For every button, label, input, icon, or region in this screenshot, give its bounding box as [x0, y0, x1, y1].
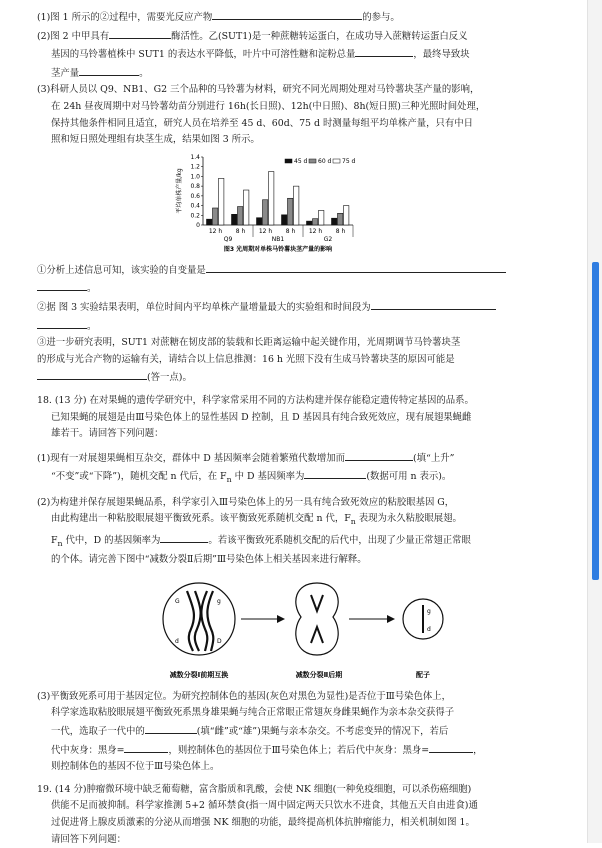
bar: [219, 178, 224, 225]
answer-blank[interactable]: [124, 741, 168, 753]
bar: [232, 214, 237, 225]
q19-line1: 19. (14 分)肿瘤微环境中缺乏葡萄糖，富含脂质和乳酸，会使 NK 细胞(一种免疫细胞，可以杀伤癌细胞): [37, 783, 472, 795]
bar: [244, 190, 249, 225]
x-tick-label: 12 h: [258, 227, 273, 235]
q17-part3-line3: 保持其他条件相同且适宜，研究人员在培养至 45 d、60d、75 d 时测量每组平均单株产量，只有中日: [51, 117, 473, 129]
answer-blank[interactable]: [145, 722, 197, 734]
group-label: NB1: [271, 235, 285, 243]
q17-part3-line1: (3)科研人员以 Q9、NB1、G2 三个品种的马铃薯为材料，研究不同光周期处理对马铃薯块茎产量的影响，: [37, 84, 480, 96]
legend-swatch: [333, 159, 340, 163]
bar: [307, 221, 312, 225]
answer-blank[interactable]: [355, 45, 413, 57]
x-tick-label: 12 h: [308, 227, 323, 235]
q17-sub2: ②据 图 3 实验结果表明，单位时间内平均单株产量增量最大的实验组和时间段为: [37, 298, 567, 317]
group-label: G2: [323, 235, 333, 243]
bar: [344, 205, 349, 224]
answer-blank[interactable]: [212, 8, 362, 20]
q18-part2: (2)为构建并保存展翅果蝇品系，科学家引入Ⅲ号染色体上的另一具有纯合致死效应的粘胶眼基因 G，: [37, 496, 455, 508]
x-tick-label: 8 h: [335, 227, 346, 235]
answer-blank[interactable]: [37, 368, 147, 380]
q18-intro-3: 雄若干。请回答下列问题：: [51, 428, 164, 440]
chromosome: [201, 591, 207, 651]
answer-blank[interactable]: [371, 298, 496, 310]
legend-label: 75 d: [342, 157, 356, 165]
answer-blank[interactable]: [429, 741, 473, 753]
bar: [332, 218, 337, 225]
cell-anaphase-ii: [296, 583, 338, 655]
legend-swatch: [285, 159, 292, 163]
q17-sub1-cont: 。: [37, 279, 567, 298]
legend-swatch: [309, 159, 316, 163]
legend-label: 60 d: [318, 157, 332, 165]
answer-blank[interactable]: [79, 64, 139, 76]
chromosome: [311, 595, 323, 611]
fig-label-gamete: 配子: [416, 670, 430, 679]
q18-part3: (3)平衡致死系可用于基因定位。为研究控制体色的基因(灰色对黑色为显性)是否位于Ⅲ号染色体上，: [37, 690, 452, 702]
y-tick-label: 1.0: [190, 173, 200, 181]
arrow-head: [387, 615, 395, 623]
bar: [313, 218, 318, 224]
x-tick-label: 8 h: [285, 227, 296, 235]
y-tick-label: 1.2: [190, 163, 200, 171]
answer-blank[interactable]: [37, 279, 87, 291]
q18-intro-2: 已知果蝇的展翅是由Ⅲ号染色体上的显性基因 D 控制，且 D 基因具有纯合致死效应，现有展翅果蝇雌: [51, 411, 472, 423]
y-tick-label: 0: [196, 221, 200, 229]
q17-sub2-cont: 。: [37, 317, 567, 336]
bar: [213, 208, 218, 225]
q19-line3: 过促进肾上腺皮质激素的分泌从而增强 NK 细胞的功能，最终提高机体抗肿瘤能力，相关机制如图 1。: [51, 817, 475, 829]
q18-part3-line5: 则控制体色的基因不位于Ⅲ号染色体上。: [51, 761, 220, 773]
q18-part2-line2: 由此构建出一种粘胶眼展翅平衡致死系。该平衡致死系随机交配 n 代，$F_n$ 表现为永久粘胶眼展翅。: [51, 513, 462, 527]
answer-blank[interactable]: [206, 261, 506, 273]
y-tick-label: 0.6: [190, 192, 200, 200]
bar: [269, 171, 274, 224]
q19-line4: 请回答下列问题：: [51, 833, 127, 845]
x-tick-label: 8 h: [235, 227, 246, 235]
q18-part3-line2: 科学家选取粘胶眼展翅平衡致死系黑身雄果蝇与纯合正常眼正常翅灰身雌果蝇作为亲本杂交获得子: [51, 707, 455, 719]
bar-chart-svg: [167, 151, 407, 257]
bar: [207, 219, 212, 225]
q18-intro-1: 18. (13 分) 在对果蝇的遗传学研究中，科学家常采用不同的方法构建并保存能稳定遗传特定基因的品系。: [37, 394, 474, 406]
arrow-head: [277, 615, 285, 623]
q17-part2-line3: 茎产量 。: [37, 64, 567, 83]
bar: [294, 186, 299, 225]
bar: [338, 213, 343, 225]
q17-part1: (1)图 1 所示的②过程中，需要光反应产物 的参与。: [37, 8, 567, 27]
answer-blank[interactable]: [304, 467, 366, 479]
y-axis-label: 平均单株产量/kg: [176, 168, 183, 214]
fig-label-anaphase: 减数分裂Ⅱ后期: [295, 670, 343, 679]
meiosis-diagram: [37, 573, 567, 685]
chromosome: [207, 591, 213, 651]
y-tick-label: 1.4: [190, 153, 200, 161]
meiosis-svg: [147, 573, 467, 685]
scrollbar[interactable]: [587, 0, 602, 843]
y-tick-label: 0.8: [190, 182, 200, 190]
gene-label-g-lower: g: [217, 597, 221, 605]
bar: [257, 217, 262, 224]
chromosome: [187, 591, 194, 651]
gene-label-d: d: [175, 637, 179, 645]
chromosome: [311, 627, 323, 643]
q17-sub3-line3: (答一点)。: [37, 368, 567, 387]
gene-label-d-upper: D: [217, 637, 222, 645]
gene-label-g: G: [175, 597, 180, 605]
q18-part3-line4: 代中灰身：黑身= ，则控制体色的基因位于Ⅲ号染色体上；若后代中灰身：黑身= ，: [37, 741, 567, 760]
legend-label: 45 d: [294, 157, 308, 165]
q17-sub3-line1: ③进一步研究表明，SUT1 对蔗糖在韧皮部的装载和长距离运输中起关键作用，光周期调节马铃薯块茎: [37, 337, 461, 349]
q18-part2-line3: $F_n$ 代中，D 的基因频率为 。若该平衡致死系随机交配的后代中，出现了少量正常翅正常眼: [37, 531, 567, 552]
chart-title: 图3 光周期对单株马铃薯块茎产量的影响: [223, 245, 333, 253]
gamete-gene-d: d: [427, 625, 431, 633]
answer-blank[interactable]: [109, 27, 171, 39]
answer-blank[interactable]: [345, 449, 413, 461]
bar: [319, 210, 324, 225]
answer-blank[interactable]: [160, 531, 208, 543]
y-tick-label: 0.4: [190, 202, 200, 210]
q17-sub1: ①分析上述信息可知，该实验的自变量是: [37, 261, 567, 280]
answer-blank[interactable]: [37, 317, 87, 329]
fig-label-prophase: 减数分裂Ⅰ前期互换: [169, 670, 229, 679]
bar: [238, 206, 243, 224]
bar: [288, 198, 293, 225]
gamete-gene-g: g: [427, 607, 431, 615]
q17-part3-line4: 照和短日照处理组有块茎生成，结果如图 3 所示。: [51, 134, 260, 146]
q18-part1-line2: “不变”或“下降”)，随机交配 n 代后，在 $F_n$ 中 D 基因频率为 (数据可用 n 表示)。: [37, 467, 567, 488]
q19-line2: 供能不足而被抑制。科学家推测 5+2 循环禁食(指一周中固定两天只饮水不进食，其他五天自由进食)通: [51, 800, 478, 812]
group-label: Q9: [223, 235, 233, 243]
document-page: [37, 8, 567, 848]
q17-part3-line2: 在 24h 昼夜周期中对马铃薯幼苗分别进行 16h(长日照)、12h(中日照)、8h(短日照)三种光照时间处理，: [51, 100, 486, 112]
q18-part2-line4: 的个体。请完善下图中“减数分裂Ⅱ后期”Ⅲ号染色体上相关基因来进行解释。: [51, 554, 367, 566]
bar: [282, 215, 287, 225]
q18-part1: (1)现有一对展翅果蝇相互杂交，群体中 D 基因频率会随着繁殖代数增加而 (填“上升”: [37, 449, 567, 468]
q17-part2: (2)图 2 中甲具有 酶活性。乙(SUT1)是一种蔗糖转运蛋白，在成功导入蔗糖转运蛋白反义: [37, 27, 567, 46]
chromosome: [195, 591, 201, 651]
scrollbar-thumb[interactable]: [592, 262, 599, 580]
figure-3-chart: [37, 151, 567, 257]
q17-sub3-line2: 的形成与光合产物的运输有关，请结合以上信息推测：16 h 光照下没有生成马铃薯块茎的原因可能是: [37, 353, 455, 365]
q18-part3-line3: 一代，选取子一代中的 (填“雌”或“雄”)果蝇与亲本杂交。不考虑变异的情况下，若后: [37, 722, 567, 741]
y-tick-label: 0.2: [190, 212, 200, 220]
x-tick-label: 12 h: [208, 227, 223, 235]
q17-part2-line2: 基因的马铃薯植株中 SUT1 的表达水平降低，叶片中可溶性糖和淀粉总量 ，最终导致块: [37, 45, 567, 64]
bar: [263, 199, 268, 224]
